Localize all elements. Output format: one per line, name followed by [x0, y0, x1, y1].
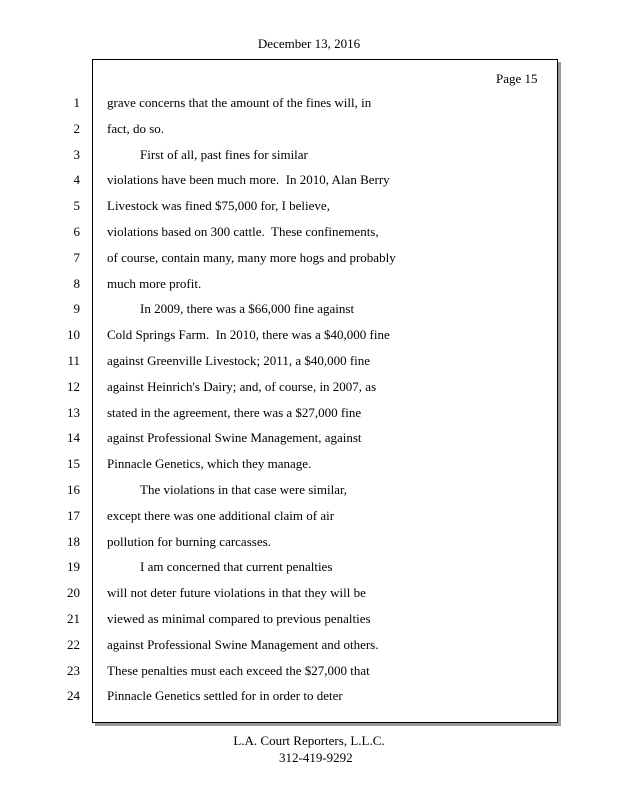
footer-phone: 312-419-9292 — [279, 750, 353, 765]
transcript-line: violations have been much more. In 2010, Alan Berry — [107, 172, 390, 188]
line-number: 8 — [73, 275, 80, 291]
transcript-line: except there was one additional claim of air — [107, 507, 335, 523]
transcript-line: Cold Springs Farm. In 2010, there was a $40,000 fine — [107, 327, 390, 343]
transcript-line: fact, do so. — [107, 120, 165, 136]
line-number: 12 — [67, 378, 80, 394]
transcript-line: much more profit. — [107, 275, 202, 291]
transcript-line: grave concerns that the amount of the fines will, in — [107, 95, 372, 110]
transcript-line: In 2009, there was a $66,000 fine against — [140, 301, 355, 317]
line-number: 9 — [73, 301, 80, 317]
transcript-line: Pinnacle Genetics, which they manage. — [107, 456, 312, 472]
line-number: 19 — [67, 559, 80, 575]
transcript-line: pollution for burning carcasses. — [107, 533, 271, 549]
transcript-body — [107, 93, 547, 712]
line-number: 5 — [73, 198, 80, 214]
transcript-line: of course, contain many, many more hogs and probably — [107, 249, 396, 265]
transcript-line: I am concerned that current penalties — [140, 559, 333, 575]
page-number: Page 15 — [496, 71, 538, 86]
line-number: 21 — [67, 610, 80, 626]
line-number: 14 — [67, 430, 80, 446]
transcript-line: against Professional Swine Management, against — [107, 430, 362, 446]
line-number: 11 — [67, 352, 80, 368]
line-number: 18 — [67, 533, 80, 549]
line-number: 4 — [73, 172, 80, 188]
line-number: 24 — [67, 688, 80, 704]
transcript-line: These penalties must each exceed the $27,000 that — [107, 662, 370, 678]
line-number-column — [40, 93, 84, 712]
line-number: 3 — [73, 146, 80, 162]
line-number: 22 — [67, 636, 80, 652]
line-number: 6 — [73, 223, 80, 239]
footer — [0, 733, 618, 765]
transcript-line: Livestock was fined $75,000 for, I believe, — [107, 198, 330, 214]
header-date: December 13, 2016 — [257, 36, 361, 51]
transcript-line: viewed as minimal compared to previous penalties — [107, 610, 371, 626]
transcript-line: against Professional Swine Management and others. — [107, 636, 379, 652]
line-number: 17 — [67, 507, 80, 523]
transcript-line: The violations in that case were similar, — [140, 481, 348, 497]
line-number: 1 — [73, 95, 80, 110]
transcript-line: against Greenville Livestock; 2011, a $40,000 fine — [107, 352, 371, 368]
line-number: 10 — [67, 327, 80, 343]
transcript-line: stated in the agreement, there was a $27,000 fine — [107, 404, 362, 420]
transcript-line: First of all, past fines for similar — [140, 146, 308, 162]
line-number: 16 — [67, 481, 80, 497]
line-number: 15 — [67, 456, 80, 472]
line-number: 20 — [67, 585, 80, 601]
transcript-line: Pinnacle Genetics settled for in order to deter — [107, 688, 343, 704]
transcript-line: against Heinrich's Dairy; and, of course, in 2007, as — [107, 378, 377, 394]
line-number: 7 — [73, 249, 80, 265]
footer-company: L.A. Court Reporters, L.L.C. — [233, 733, 385, 748]
line-number: 13 — [67, 404, 80, 420]
transcript-line: violations based on 300 cattle. These confinements, — [107, 223, 379, 239]
line-number: 23 — [67, 662, 80, 678]
line-number: 2 — [73, 120, 80, 136]
transcript-line: will not deter future violations in that they will be — [107, 585, 366, 601]
